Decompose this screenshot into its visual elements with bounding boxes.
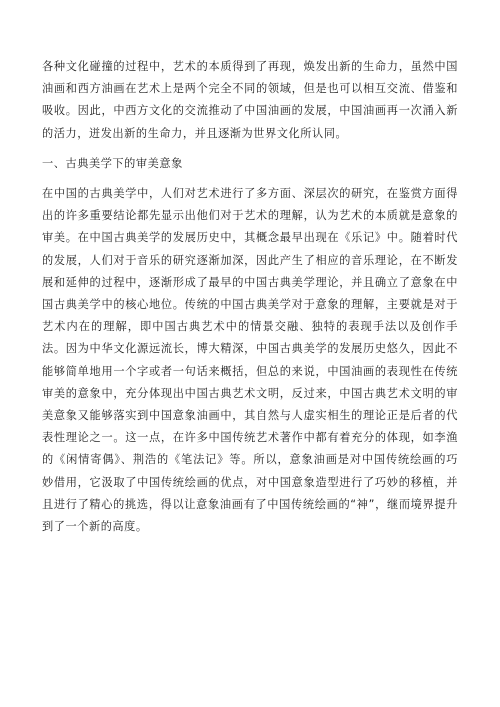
intro-paragraph: 各种文化碰撞的过程中，艺术的本质得到了再现，焕发出新的生命力，虽然中国油画和西方油画在艺术上是两个完全不同的领域，但是也可以相互交流、借鉴和吸收。因此，中西方文化的交流推动了中国油画的发展，中国油画再一次涌入新的活力，迸发出新的生命力，并且逐渐为世界文化所认同。 — [42, 60, 458, 140]
body-paragraph: 在中国的古典美学中，人们对艺术进行了多方面、深层次的研究，在鉴赏方面得出的许多重要结论都先显示出他们对于艺术的理解，认为艺术的本质就是意象的审美。在中国古典美学的发展历史中，其概念最早出现在《乐记》中。随着时代的发展，人们对于音乐的研究逐渐加深，因此产生了相应的音乐理论，在不断发展和延伸的过程中，逐渐形成了最早的中国古典美学理论，并且确立了意象在中国古典美学中的核心地位。传统的中国古典美学对于意象的理解，主要就是对于艺术内在的理解，即中国古典艺术中的情景交融、独特的表现手法以及创作手法。因为中华文化源远流长，博大精深，中国古典美学的发展历史悠久，因此不能够简单地用一个字或者一句话来概括，但总的来说，中国油画的表现性在传统审美的意象中，充分体现出中国古典艺术文明，反过来，中国古典艺术文明的审美意象又能够落实到中国意象油画中，其自然与人虚实相生的理论正是后者的代表性理论之一。这一点，在许多中国传统艺术著作中都有着充分的体现，如李渔的《闲情寄偶》、荆浩的《笔法记》等。所以，意象油画是对中国传统绘画的巧妙借用，它汲取了中国传统绘画的优点，对中国意象造型进行了巧妙的移植，并且进行了精心的挑选，得以让意象油画有了中国传统绘画的“神”，继而境界提升到了一个新的高度。 — [42, 187, 458, 534]
section-heading: 一、古典美学下的审美意象 — [42, 156, 183, 170]
